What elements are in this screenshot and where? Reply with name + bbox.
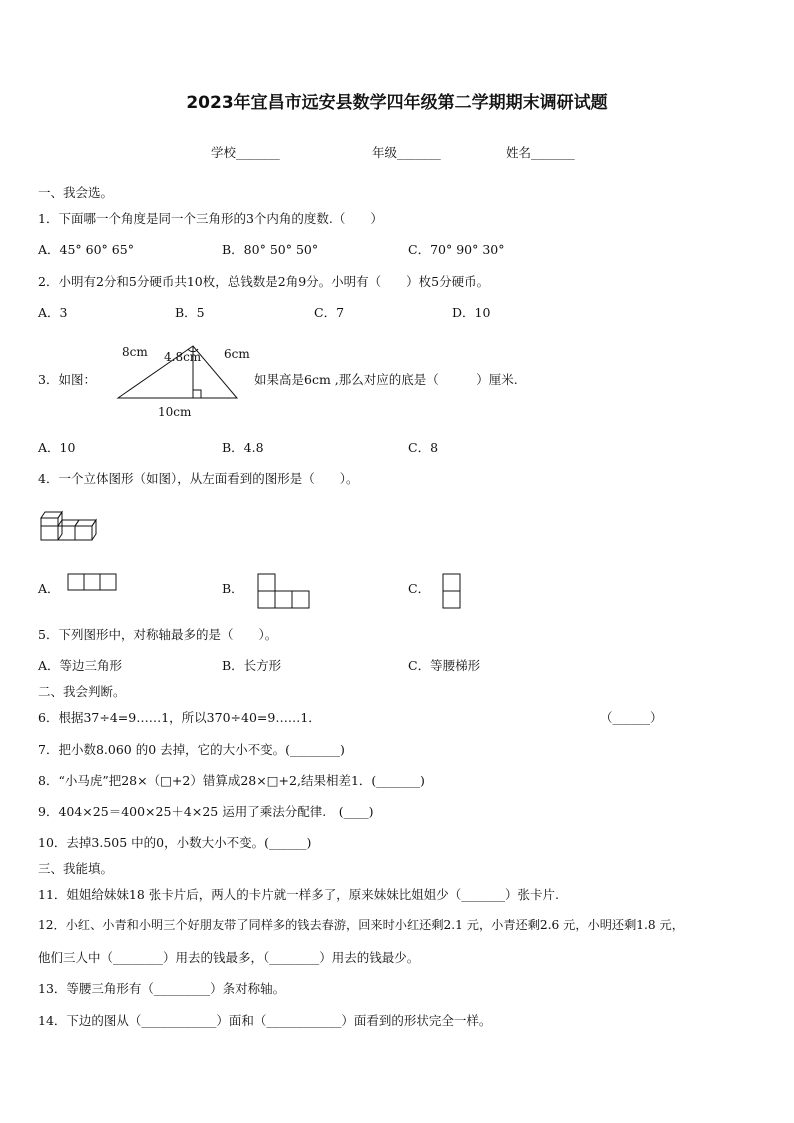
q4-option-b-figure: [257, 573, 311, 609]
question-12-line-1: 12．小红、小青和小明三个好朋友带了同样多的钱去春游，回来时小红还剩2.1 元，小青还剩2.6 元，小明还剩1.8 元，: [38, 918, 684, 932]
label-10cm: 10cm: [158, 405, 192, 419]
question-7: 7．把小数8.060 的0 去掉，它的大小不变。(________): [38, 742, 345, 757]
question-9: 9．404×25＝400×25＋4×25 运用了乘法分配律. (____): [38, 804, 374, 819]
question-11: 11．姐姐给妹妹18 张卡片后，两人的卡片就一样多了，原来妹妹比姐姐少（_______）张卡片.: [38, 887, 560, 902]
school-field[interactable]: 学校_______: [211, 145, 280, 160]
q5-option-b[interactable]: B．长方形: [222, 658, 282, 673]
section-1-heading: 一、我会选。: [38, 185, 114, 200]
q4-option-a[interactable]: A．: [38, 581, 60, 596]
section-2-heading: 二、我会判断。: [38, 684, 126, 699]
question-2: 2．小明有2分和5分硬币共10枚，总钱数是2角9分。小明有（ ）枚5分硬币。: [38, 274, 490, 289]
q2-option-d[interactable]: D．10: [452, 305, 491, 320]
q1-option-b[interactable]: B．80° 50° 50°: [222, 242, 319, 257]
label-6cm: 6cm: [224, 347, 250, 361]
q1-option-a[interactable]: A．45° 60° 65°: [38, 242, 134, 257]
solid-figure: [40, 504, 102, 544]
q2-option-a[interactable]: A．3: [38, 305, 68, 320]
q4-option-b[interactable]: B．: [222, 581, 244, 596]
q6-answer-blank[interactable]: （______）: [600, 710, 663, 725]
question-8: 8．“小马虎”把28×（□+2）错算成28×□+2,结果相差1．(_______): [38, 773, 425, 788]
question-5: 5．下列图形中，对称轴最多的是（ ）。: [38, 627, 278, 642]
q5-option-c[interactable]: C．等腰梯形: [408, 658, 481, 673]
section-3-heading: 三、我能填。: [38, 861, 114, 876]
question-14: 14．下边的图从（____________）面和（____________）面看到的形状完全一样。: [38, 1013, 492, 1028]
q1-option-c[interactable]: C．70° 90° 30°: [408, 242, 505, 257]
question-13: 13．等腰三角形有（_________）条对称轴。: [38, 981, 286, 996]
right-angle-mark: [193, 390, 201, 398]
q3-option-c[interactable]: C．8: [408, 440, 439, 455]
q4-option-c[interactable]: C．: [408, 581, 431, 596]
grade-field[interactable]: 年级_______: [372, 145, 441, 160]
label-4-8cm: 4.8cm: [164, 350, 202, 364]
question-3-prefix: 3．如图：: [38, 372, 96, 387]
name-field[interactable]: 姓名_______: [506, 145, 575, 160]
q5-option-a[interactable]: A．等边三角形: [38, 658, 123, 673]
q3-option-a[interactable]: A．10: [38, 440, 76, 455]
question-10: 10．去掉3.505 中的0，小数大小不变。(______): [38, 835, 312, 850]
question-1: 1．下面哪一个角度是同一个三角形的3个内角的度数.（ ）: [38, 211, 383, 226]
q3-option-b[interactable]: B．4.8: [222, 440, 264, 455]
q4-option-a-figure: [67, 573, 119, 591]
q2-option-b[interactable]: B．5: [175, 305, 205, 320]
q2-option-c[interactable]: C．7: [314, 305, 345, 320]
question-4: 4．一个立体图形（如图），从左面看到的图形是（ ）。: [38, 471, 359, 486]
question-3-text: 如果高是6cm ,那么对应的底是（ ）厘米.: [254, 372, 518, 387]
triangle-figure: [110, 340, 260, 420]
question-12-line-2: 他们三人中（________）用去的钱最多，（________）用去的钱最少。: [38, 950, 420, 965]
page-title: 2023年宜昌市远安县数学四年级第二学期期末调研试题: [186, 93, 608, 113]
label-8cm: 8cm: [122, 345, 148, 359]
question-6: 6．根据37÷4=9……1，所以370÷40=9……1．: [38, 710, 321, 725]
q4-option-c-figure: [442, 573, 462, 609]
